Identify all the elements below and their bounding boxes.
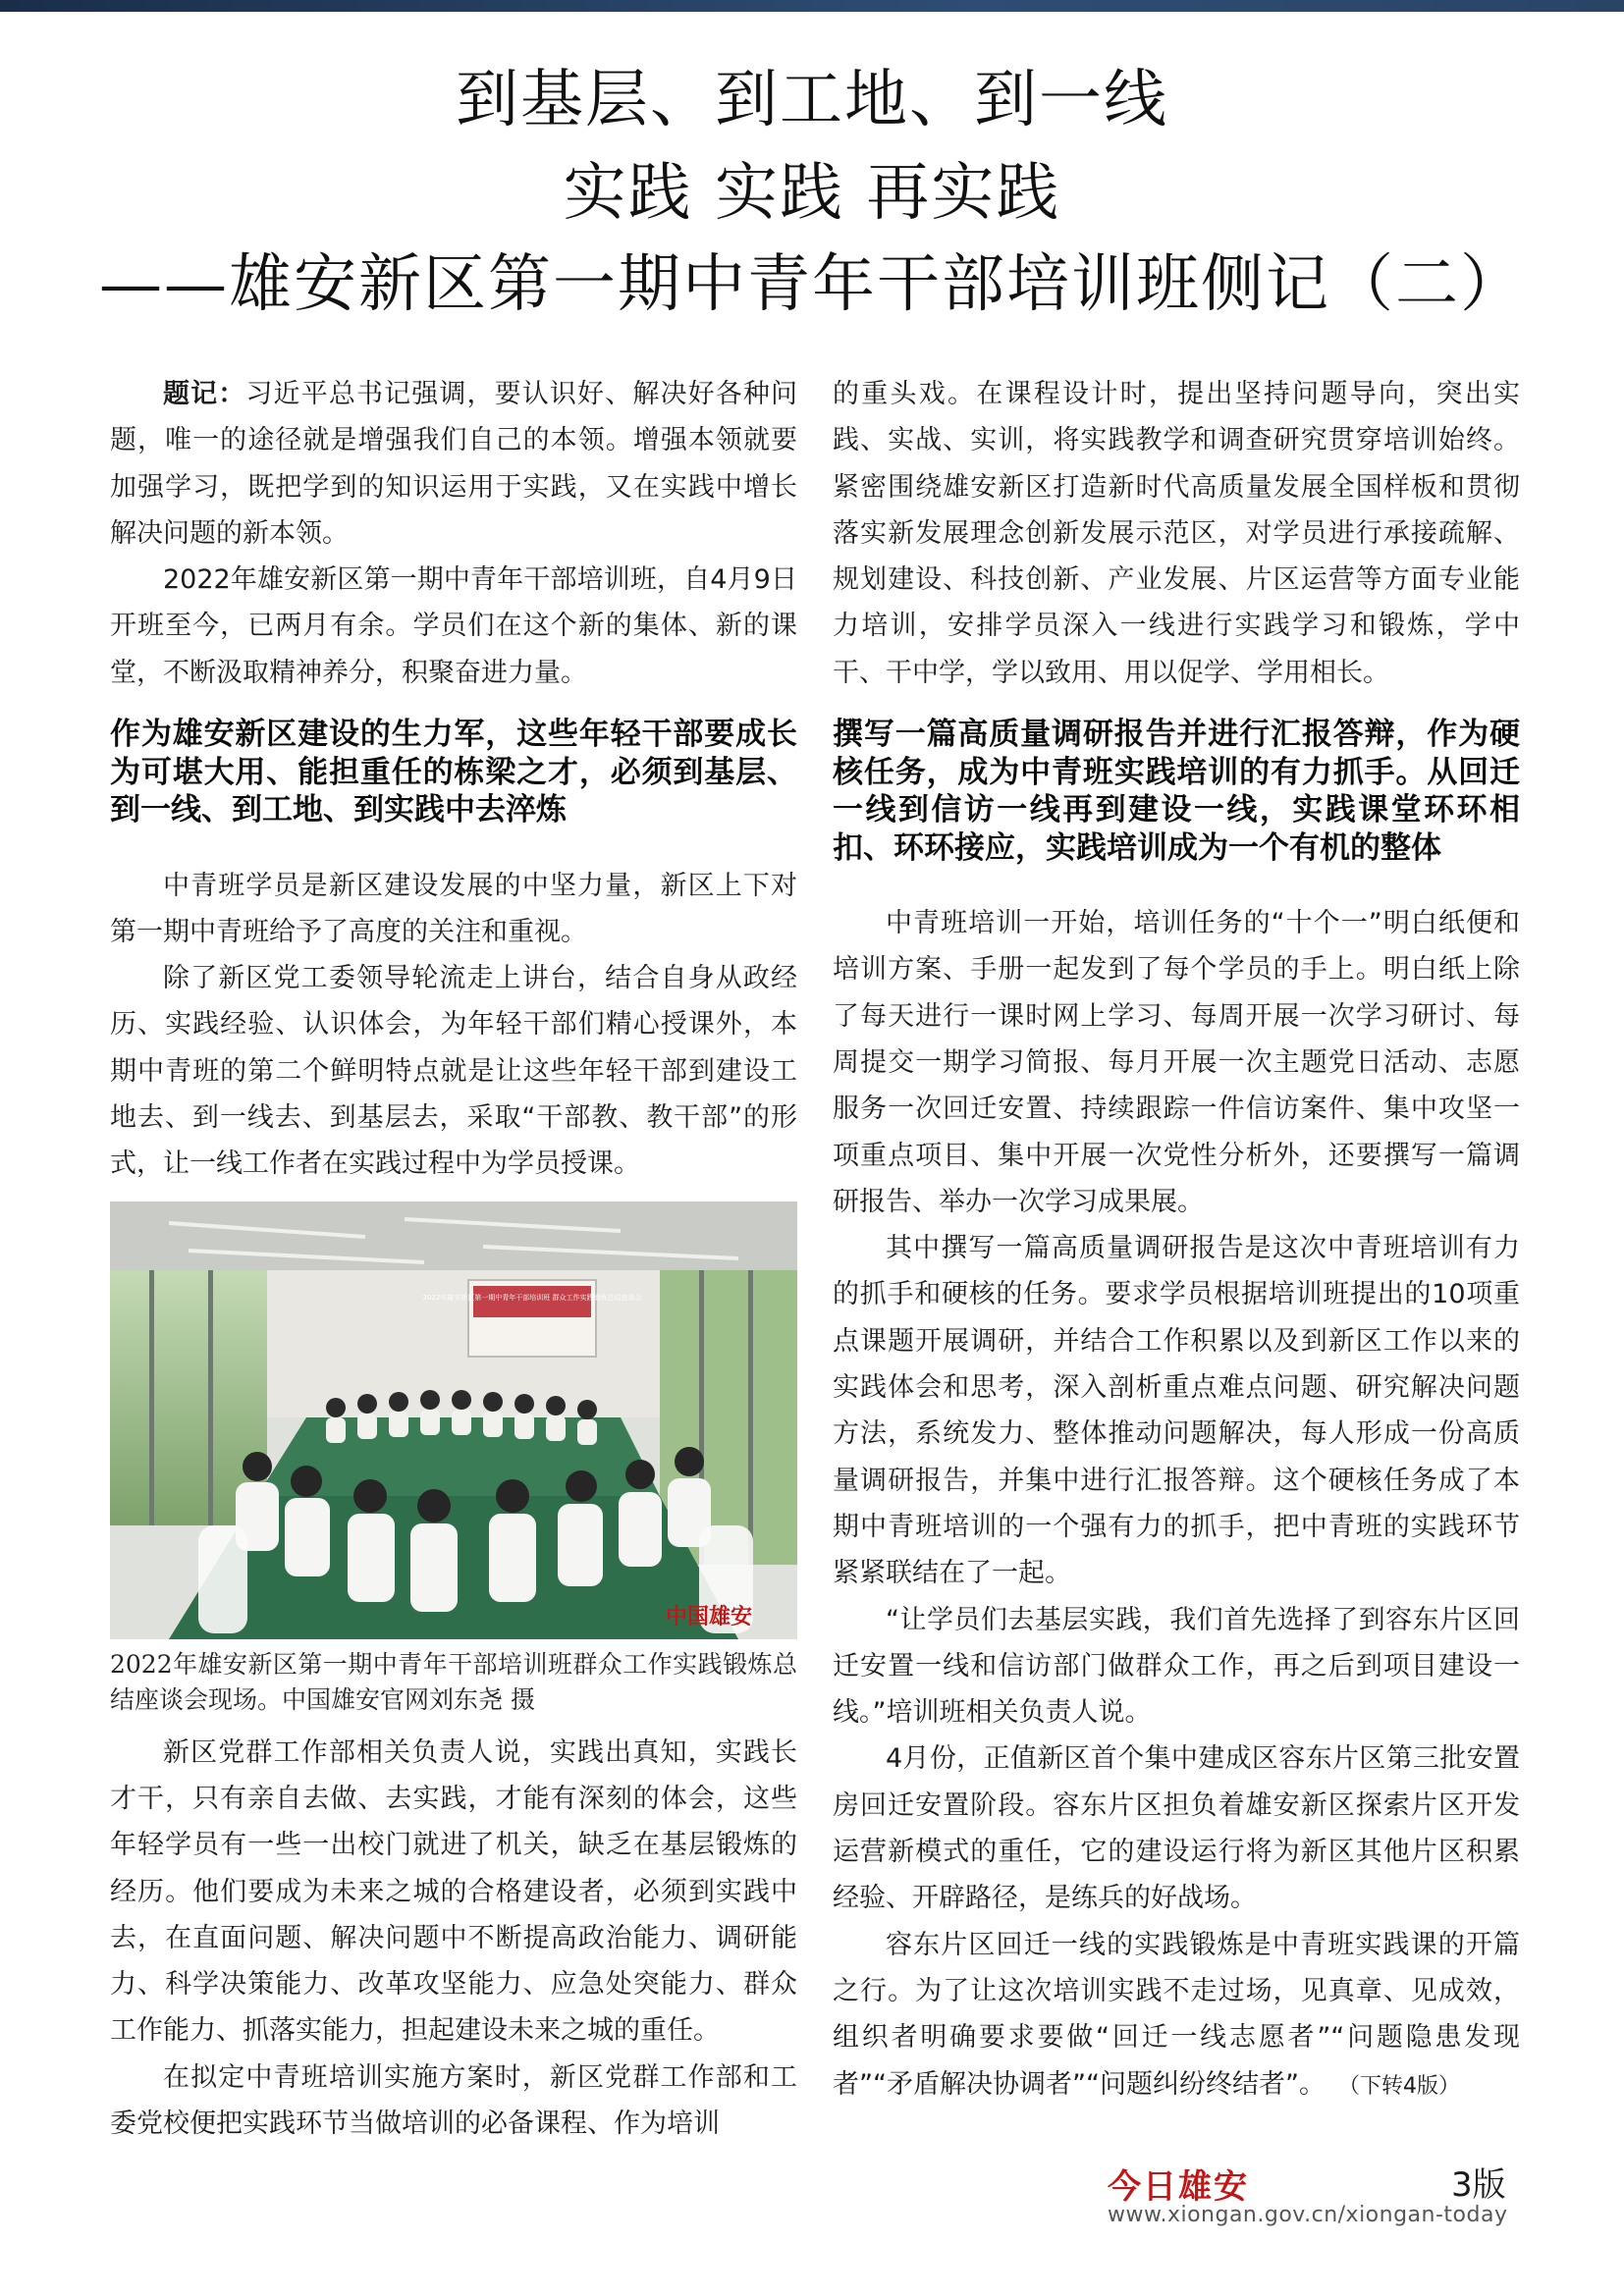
lead-label: 题记： (163, 379, 246, 409)
right-column (833, 371, 1520, 2109)
headline-subtitle: ——雄安新区第一期中青年干部培训班侧记（二） (99, 248, 1525, 321)
lead-text: 习近平总书记强调，要认识好、解决好各种问题，唯一的途径就是增强我们自己的本领。增强本领就要加强学习，既把学到的知识运用于实践，又在实践中增长解决问题的新本领。 (110, 379, 798, 549)
page-number: 3版 (1451, 2165, 1506, 2205)
paragraph-curriculum: 的重头戏。在课程设计时，提出坚持问题导向，突出实践、实战、实训，将实践教学和调查研究贯穿培训始终。紧密围绕雄安新区打造新时代高质量发展全国样板和贯彻落实新发展理念创新发展示范区，对学员进行承接疏解、规划建设、科技创新、产业发展、片区运营等方面专业能力培训，安排学员深入一线进行实践学习和锻炼，学中干、干中学，学以致用、用以促学、学用相长。 (833, 379, 1520, 688)
paragraph-teaching-format: 除了新区党工委领导轮流走上讲台，结合自身从政经历、实践经验、认识体会，为年轻干部们精心授课外，本期中青班的第二个鲜明特点就是让这些年轻干部到建设工地去、到一线去、到基层去，采取“干部教、教干部”的形式，让一线工作者在实践过程中为学员授课。 (110, 963, 797, 1180)
paragraph-training-plan: 在拟定中青班培训实施方案时，新区党群工作部和工委党校便把实践环节当做培训的必备课程、作为培训 (110, 2061, 797, 2140)
section-heading-1: 作为雄安新区建设的生力军，这些年轻干部要成长为可堪大用、能担重任的栋梁之才，必须到基层、到一线、到工地、到实践中去淬炼 (110, 717, 797, 828)
screen-banner-text: 2022年雄安新区第一期中青年干部培训班 群众工作实践锻炼总结座谈会 (422, 1293, 642, 1302)
intro-paragraph: 2022年雄安新区第一期中青年干部培训班，自4月9日开班至今，已两月有余。学员们在这个新的集体、新的课堂，不断汲取精神养分，积聚奋进力量。 (110, 564, 797, 688)
section-heading-2: 撰写一篇高质量调研报告并进行汇报答辩，作为硬核任务，成为中青班实践培训的有力抓手。从回迁一线到信访一线再到建设一线，实践课堂环环相扣、环环接应，实践培训成为一个有机的整体 (833, 717, 1520, 866)
top-color-bar (0, 0, 1624, 12)
paragraph-research-report: 其中撰写一篇高质量调研报告是这次中青班培训有力的抓手和硬核的任务。要求学员根据培训班提出的10项重点课题开展调研，并结合工作积累以及到新区工作以来的实践体会和思考，深入剖析重点难点问题、研究解决问题方法，系统发力、整体推动问题解决，每人形成一份高质量调研报告，并集中进行汇报答辩。这个硬核任务成了本期中青班培训的一个强有力的抓手，把中青班的实践环节紧紧联结在了一起。 (833, 1233, 1520, 1589)
paragraph-ten-tasks: 中青班培训一开始，培训任务的“十个一”明白纸便和培训方案、手册一起发到了每个学员的手上。明白纸上除了每天进行一课时网上学习、每周开展一次学习研讨、每周提交一期学习简报、每月开展一次主题党日活动、志愿服务一次回迁安置、持续跟踪一件信访案件、集中攻坚一项重点项目、集中开展一次党性分析外，还要撰写一篇调研报告、举办一次学习成果展。 (833, 908, 1520, 1217)
photo-caption: 2022年雄安新区第一期中青年干部培训班群众工作实践锻炼总结座谈会现场。中国雄安官网刘东尧 摄 (110, 1649, 797, 1714)
headline-line-1: 到基层、到工地、到一线 (456, 64, 1168, 136)
photo-watermark: 中国雄安 (665, 1603, 753, 1629)
paragraph-volunteer (833, 1922, 1520, 2109)
publication-logo: 今日雄安 (1108, 2167, 1249, 2207)
left-column (110, 371, 797, 2147)
site-url: www.xiongan.gov.cn/xiongan-today (1108, 2203, 1508, 2227)
lead-paragraph (110, 371, 797, 557)
meeting-photo (110, 1201, 797, 1639)
headline-line-2: 实践 实践 再实践 (563, 157, 1061, 230)
paragraph-practice-truth: 新区党群工作部相关负责人说，实践出真知，实践长才干，只有亲自去做、去实践，才能有深刻的体会，这些年轻学员有一些一出校门就进了机关，缺乏在基层锻炼的经历。他们要成为未来之城的合格建设者，必须到实践中去，在直面问题、解决问题中不断提高政治能力、调研能力、科学决策能力、改革攻坚能力、应急处突能力、群众工作能力、抓落实能力，担起建设未来之城的重任。 (110, 1736, 797, 2047)
continued-note: （下转4版） (1348, 2073, 1460, 2099)
paragraph-core-force: 中青班学员是新区建设发展的中坚力量，新区上下对第一期中青班给予了高度的关注和重视。 (110, 870, 797, 947)
paragraph-rongdong: 4月份，正值新区首个集中建成区容东片区第三批安置房回迁安置阶段。容东片区担负着雄安新区探索片区开发运营新模式的重任，它的建设运行将为新区其他片区积累经验、开辟路径，是练兵的好战场。 (833, 1743, 1520, 1914)
volunteer-text: 容东片区回迁一线的实践锻炼是中青班实践课的开篇之行。为了让这次培训实践不走过场，见真章、见成效，组织者明确要求要做“回迁一线志愿者”“问题隐患发现者”“矛盾解决协调者”“问题纠纷终结者”。 (833, 1929, 1520, 2100)
paragraph-grassroots-quote: “让学员们去基层实践，我们首先选择了到容东片区回迁安置一线和信访部门做群众工作，再之后到项目建设一线。”培训班相关负责人说。 (833, 1604, 1520, 1729)
meeting-photo-illustration (110, 1201, 797, 1639)
